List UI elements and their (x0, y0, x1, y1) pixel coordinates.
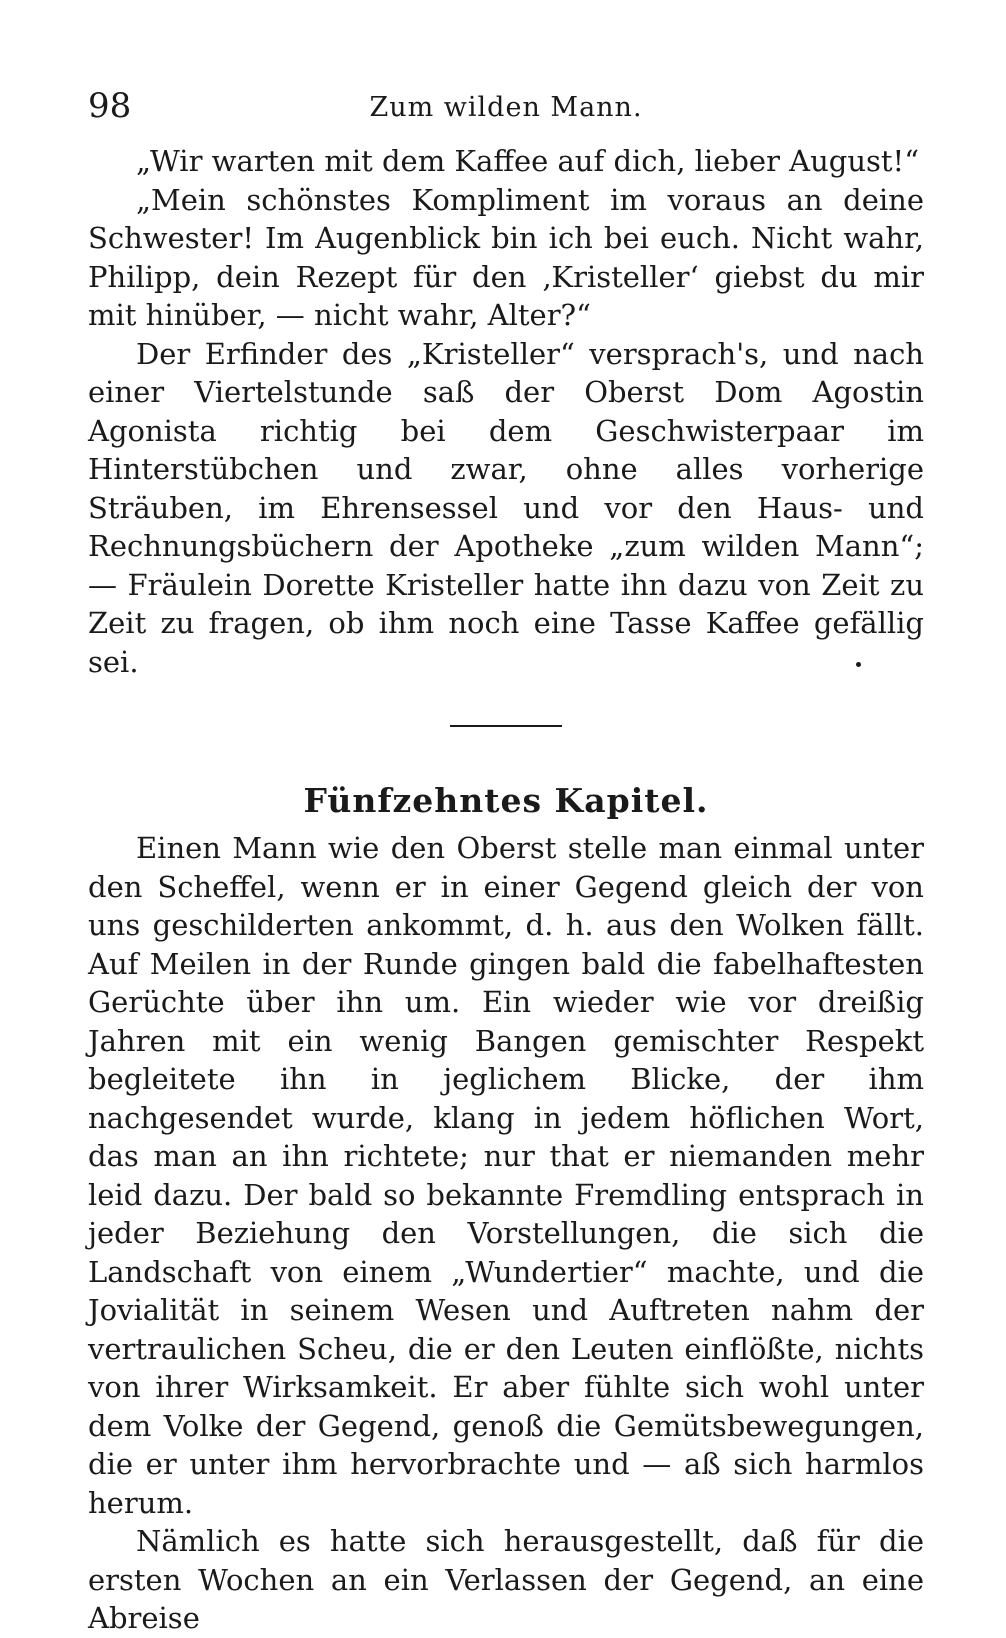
paragraph: Nämlich es hatte sich herausgestellt, daß für die ersten Wochen an ein Verlassen der Gegend, an eine Abreise (88, 1524, 924, 1635)
chapter-title: Fünfzehntes Kapitel. (303, 781, 709, 820)
paragraph: Der Erfinder des „Kristeller“ versprach's, und nach einer Viertelstunde saß der Oberst Dom Agostin Agonista richtig bei dem Geschwisterpaar im Hinterstübchen und zwar, ohne alles vorherige Sträuben, im Ehrensessel und vor den Haus- und Rechnungsbüchern der Apotheke „zum wilden Mann“; — Fräulein Dorette Kristeller hatte ihn dazu von Zeit zu Zeit zu fragen, ob ihm noch eine Tasse Kaffee gefällig sei. (88, 336, 924, 679)
section-divider (450, 725, 562, 727)
paragraph: „Mein schönstes Kompliment im voraus an deine Schwester! Im Augenblick bin ich bei euch. Nicht wahr, Philipp, dein Rezept für den ‚Kristeller‘ giebst du mir mit hinüber, — nicht wahr, Alter?“ (88, 182, 924, 332)
text-block-top (88, 142, 924, 681)
running-head (88, 84, 924, 128)
paragraph: Einen Mann wie den Oberst stelle man einmal unter den Scheffel, wenn er in einer Gegend gleich der von uns geschilderten ankommt, d. h. aus den Wolken fällt. Auf Meilen in der Runde gingen bald die fabelhaftesten Gerüchte über ihn um. Ein wieder wie vor dreißig Jahren mit ein wenig Bangen gemischter Respekt begleitete ihn in jeglichem Blicke, der ihm nachgesendet wurde, klang in jedem höflichen Wort, das man an ihn richtete; nur that er niemanden mehr leid dazu. Der bald so bekannte Fremdling entsprach in jeder Beziehung den Vorstellungen, die sich die Landschaft von einem „Wundertier“ machte, und die Jovialität in seinem Wesen und Auftreten nahm der vertraulichen Scheu, die er den Leuten einflößte, nichts von ihrer Wirksamkeit. Er aber fühlte sich wohl unter dem Volke der Gegend, genoß die Gemütsbewegungen, die er unter ihm hervorbrachte und — aß sich harmlos herum. (88, 831, 924, 1520)
print-speck (856, 662, 861, 667)
book-page (88, 84, 924, 1638)
running-title: Zum wilden Mann. (369, 92, 643, 123)
page-number: 98 (88, 86, 132, 126)
text-block-chapter (88, 829, 924, 1638)
paragraph: „Wir warten mit dem Kaffee auf dich, lieber August!“ (136, 144, 920, 178)
